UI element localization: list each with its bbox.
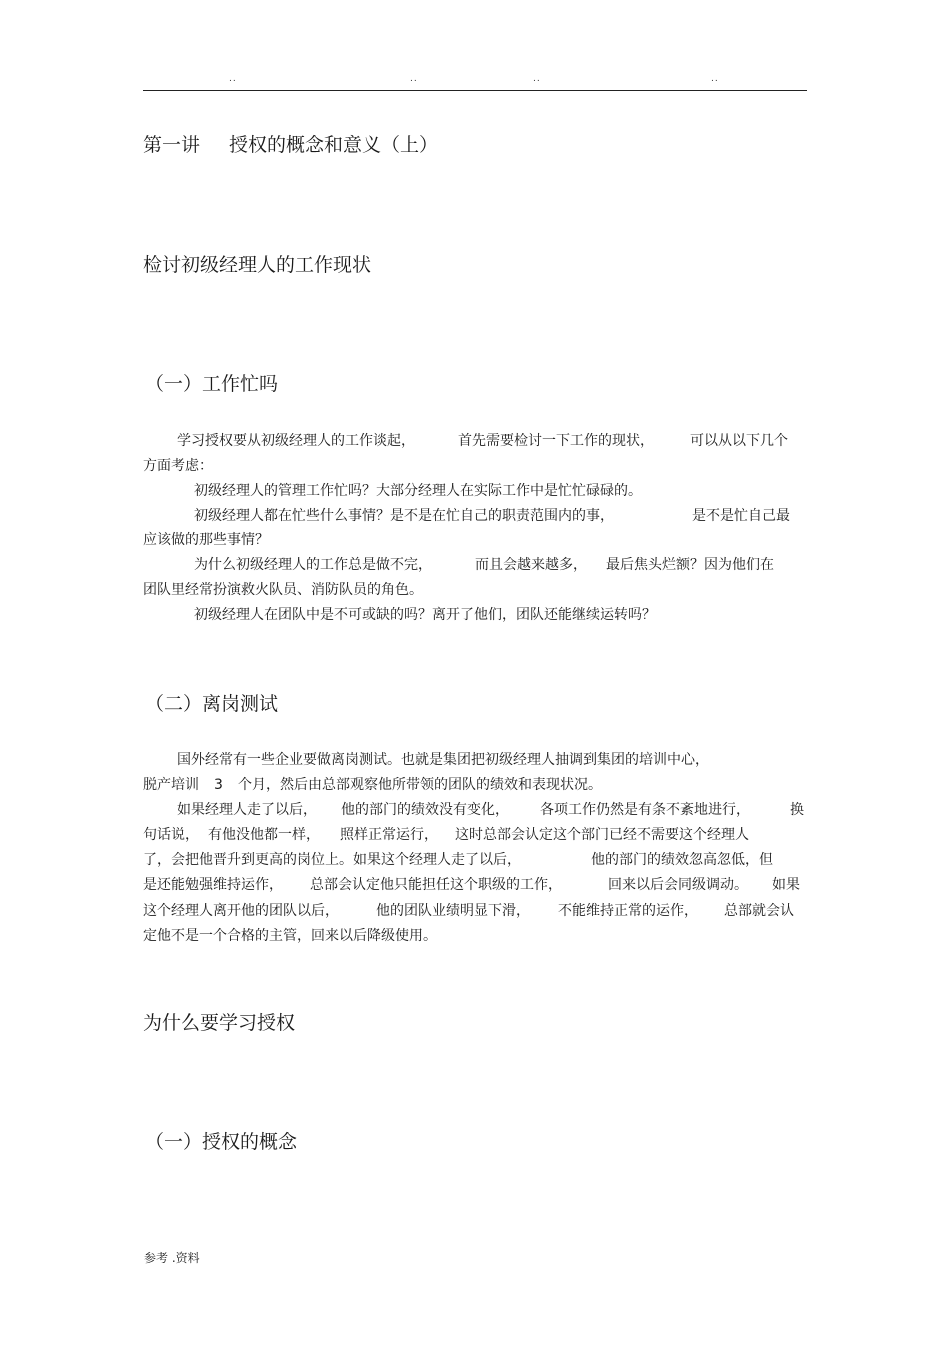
- header-dot: ..: [533, 74, 541, 84]
- text-line: 初级经理人都在忙些什么事情？是不是在忙自己的职责范围内的事，: [194, 508, 614, 524]
- subsection-heading: （一）工作忙吗: [145, 373, 279, 395]
- text-line: 可以从以下几个: [690, 433, 788, 449]
- text-line: 不能维持正常的运作，: [558, 903, 698, 919]
- text-line: 定他不是一个合格的主管，回来以后降级使用。: [143, 928, 437, 944]
- header-dot: ..: [410, 74, 418, 84]
- text-line: 学习授权要从初级经理人的工作谈起，: [177, 433, 415, 449]
- header-dot: ..: [711, 74, 719, 84]
- section-heading: 检讨初级经理人的工作现状: [143, 254, 372, 276]
- text-line: 脱产培训: [143, 777, 199, 793]
- text-line: 3: [214, 777, 223, 793]
- text-line: 这个经理人离开他的团队以后，: [143, 903, 339, 919]
- text-line: 初级经理人在团队中是不可或缺的吗？离开了他们，团队还能继续运转吗？: [194, 607, 656, 623]
- subsection-heading: （二）离岗测试: [145, 693, 279, 715]
- text-line: 如果: [772, 877, 800, 893]
- text-line: 照样正常运行，: [340, 827, 438, 843]
- lecture-number: 第一讲: [143, 134, 201, 156]
- text-line: 各项工作仍然是有条不紊地进行，: [540, 802, 750, 818]
- page-footer: 参考 .资料: [144, 1251, 200, 1265]
- text-line: 首先需要检讨一下工作的现状，: [458, 433, 654, 449]
- header-dot: ..: [229, 74, 237, 84]
- text-line: 个月，然后由总部观察他所带领的团队的绩效和表现状况。: [238, 777, 602, 793]
- text-line: 是不是忙自己最: [692, 508, 790, 524]
- subsection-heading: （一）授权的概念: [145, 1131, 298, 1153]
- text-line: 如果经理人走了以后，: [177, 802, 317, 818]
- text-line: 这时总部会认定这个部门已经不需要这个经理人: [455, 827, 749, 843]
- text-line: 换: [790, 802, 804, 818]
- header-rule: [143, 90, 807, 91]
- text-line: 句话说，: [143, 827, 199, 843]
- text-line: 最后焦头烂额？因为他们在: [606, 557, 774, 573]
- text-line: 初级经理人的管理工作忙吗？大部分经理人在实际工作中是忙忙碌碌的。: [194, 483, 642, 499]
- text-line: 总部会认定他只能担任这个职级的工作，: [310, 877, 562, 893]
- section-heading: 为什么要学习授权: [143, 1012, 296, 1034]
- text-line: 是还能勉强维持运作，: [143, 877, 283, 893]
- text-line: 方面考虑：: [143, 458, 213, 474]
- text-line: 而且会越来越多，: [475, 557, 587, 573]
- text-line: 他的团队业绩明显下滑，: [376, 903, 530, 919]
- text-line: 有他没他都一样，: [208, 827, 320, 843]
- lecture-title: 授权的概念和意义（上）: [229, 134, 439, 156]
- text-line: 应该做的那些事情？: [143, 532, 269, 548]
- text-line: 总部就会认: [724, 903, 794, 919]
- text-line: 了，会把他晋升到更高的岗位上。如果这个经理人走了以后，: [143, 852, 521, 868]
- text-line: 团队里经常扮演救火队员、消防队员的角色。: [143, 582, 423, 598]
- text-line: 国外经常有一些企业要做离岗测试。也就是集团把初级经理人抽调到集团的培训中心，: [177, 752, 709, 768]
- text-line: 回来以后会同级调动。: [608, 877, 748, 893]
- text-line: 他的部门的绩效没有变化，: [341, 802, 509, 818]
- text-line: 他的部门的绩效忽高忽低，但: [591, 852, 773, 868]
- text-line: 为什么初级经理人的工作总是做不完，: [194, 557, 432, 573]
